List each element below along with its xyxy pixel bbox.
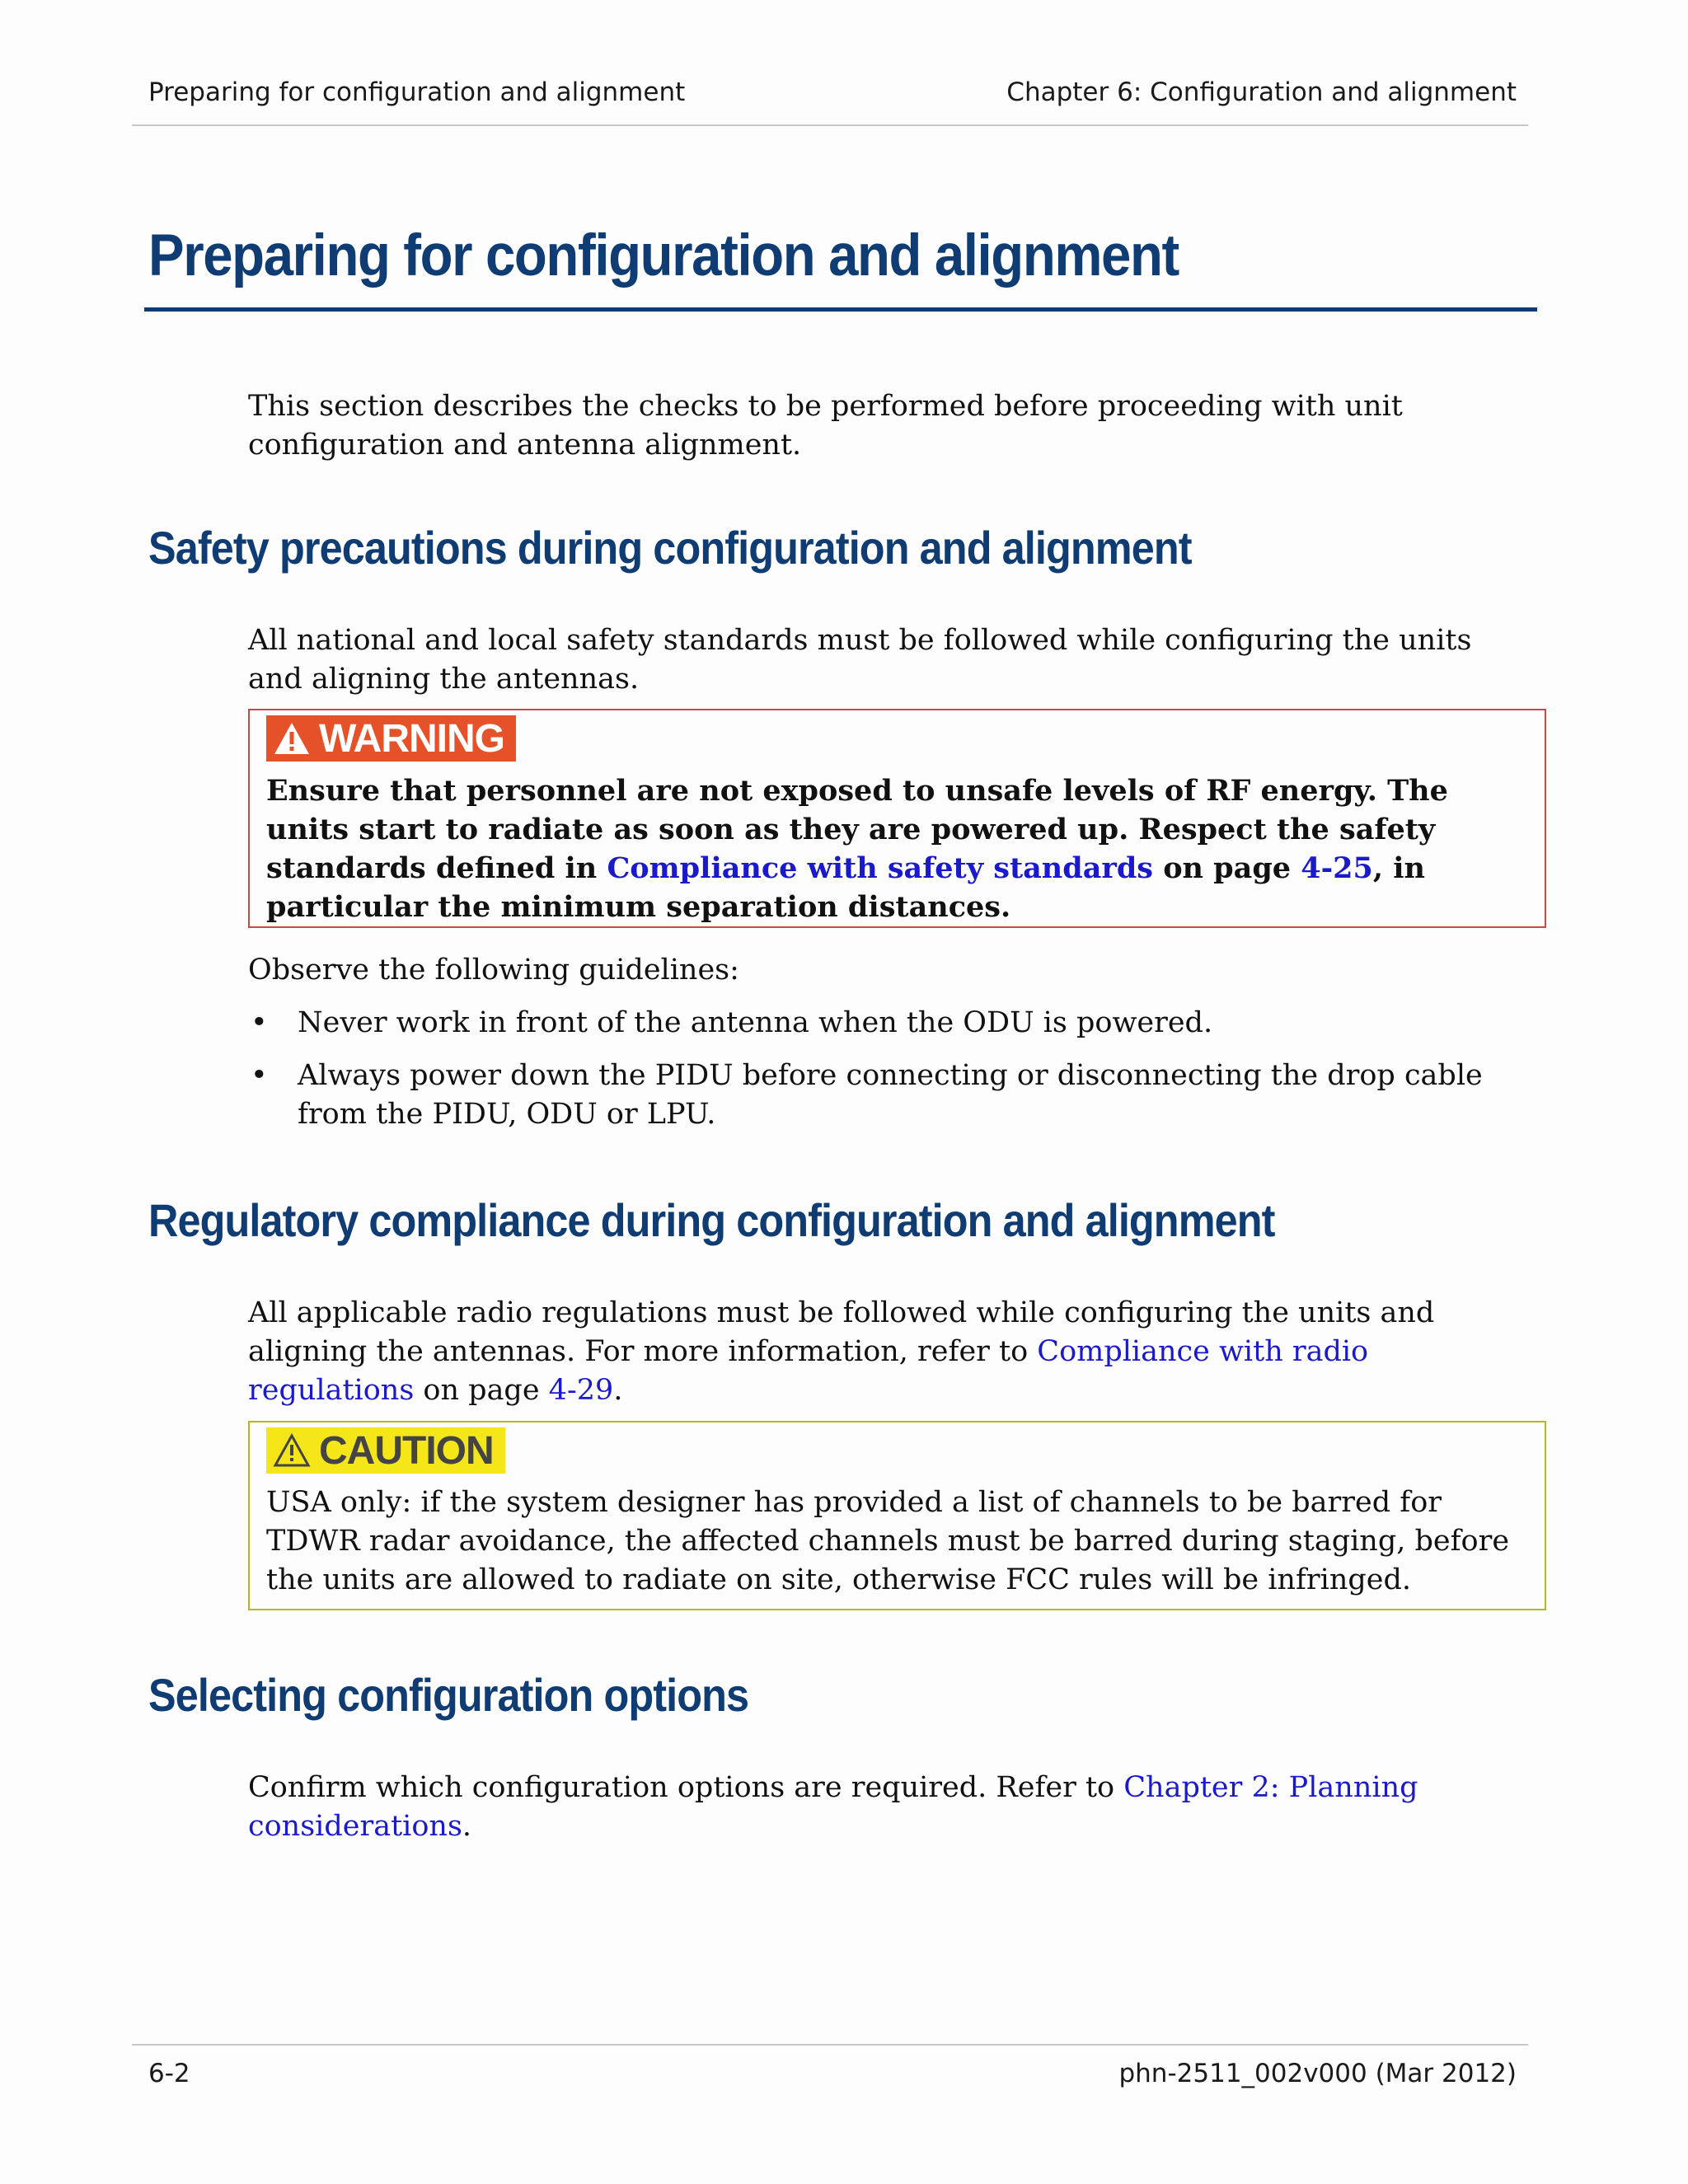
warning-text-start: Ensure that personnel are not exposed to unsafe levels of RF energy. The units start to radiate as soon as they are powered up. Respect the safety standards defined in [266, 774, 1448, 885]
page-number: 6-2 [148, 2059, 190, 2088]
regulatory-paragraph [248, 1294, 1534, 1410]
caution-text: USA only: if the system designer has provided a list of channels to be barred for TDWR radar avoidance, the affected channels must be barred during staging, before the units are allowed to radiate on site, otherwise FCC rules will be infringed. [266, 1486, 1510, 1596]
header-chapter-title: Chapter 6: Configuration and alignment [1006, 77, 1517, 107]
regulations-page-link[interactable]: 4-29 [548, 1374, 614, 1407]
header-divider [132, 124, 1528, 126]
list-item-text: Never work in front of the antenna when the ODU is powered. [298, 1006, 1213, 1039]
safety-paragraph: All national and local safety standards must be followed while configuring the units and aligning the antennas. [248, 624, 1472, 696]
warning-label: WARNING [319, 716, 504, 761]
footer-divider [132, 2044, 1528, 2046]
regulatory-text-end: . [613, 1374, 623, 1407]
regulatory-text-start: All applicable radio regulations must be followed while configuring the units and aligning the antennas. For more information, refer to [248, 1296, 1435, 1368]
bullet-icon: • [251, 1006, 268, 1039]
caution-badge [266, 1427, 505, 1474]
regulatory-heading: Regulatory compliance during configuration and alignment [148, 1194, 1275, 1246]
warning-triangle-icon [273, 721, 311, 756]
selecting-text-end: . [462, 1810, 472, 1843]
safety-page-link[interactable]: 4-25 [1301, 851, 1373, 885]
intro-paragraph: This section describes the checks to be performed before proceeding with unit configuration and antenna alignment. [248, 390, 1403, 462]
warning-box [248, 709, 1546, 928]
list-item [248, 1057, 1534, 1134]
list-item-text: Always power down the PIDU before connecting or disconnecting the drop cable from the PIDU, ODU or LPU. [298, 1059, 1483, 1131]
document-id: phn-2511_002v000 (Mar 2012) [1118, 2059, 1517, 2088]
radio-regulations-link[interactable]: Compliance with radio regulations [248, 1335, 1369, 1407]
planning-chapter-link[interactable]: Chapter 2: Planning considerations [248, 1771, 1418, 1843]
warning-text-end: , in particular the minimum separation distances. [266, 851, 1425, 924]
bullet-icon: • [251, 1059, 268, 1092]
list-item [248, 1004, 1534, 1043]
safety-heading: Safety precautions during configuration and alignment [148, 522, 1192, 574]
safety-standards-link[interactable]: Compliance with safety standards [607, 851, 1154, 885]
selecting-paragraph [248, 1769, 1534, 1846]
warning-text [266, 771, 1528, 926]
regulatory-text-mid: on page [414, 1374, 549, 1407]
caution-box [248, 1421, 1546, 1610]
warning-text-mid: on page [1153, 851, 1301, 885]
guidelines-list [248, 1004, 1534, 1148]
guidelines-intro: Observe the following guidelines: [248, 954, 739, 987]
selecting-heading: Selecting configuration options [148, 1669, 749, 1721]
header-section-title: Preparing for configuration and alignment [148, 77, 686, 107]
selecting-text-start: Confirm which configuration options are required. Refer to [248, 1771, 1124, 1804]
caution-label: CAUTION [319, 1428, 494, 1473]
page-title: Preparing for configuration and alignment [148, 223, 1179, 288]
warning-badge [266, 715, 516, 762]
title-underline [144, 307, 1537, 312]
caution-triangle-icon [273, 1433, 311, 1468]
